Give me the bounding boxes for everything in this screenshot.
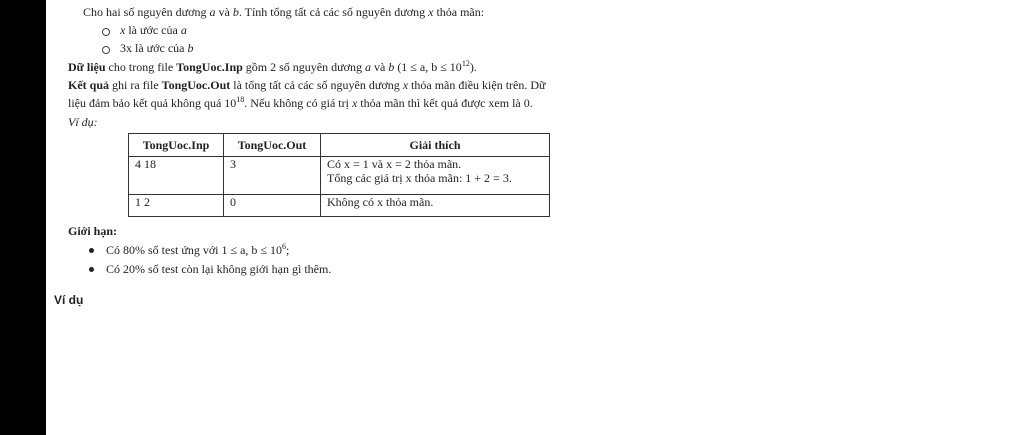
explain-line: Tổng các giá trị x thỏa mãn: 1 + 2 = 3. [327, 171, 512, 185]
limit-exp: 6 [282, 242, 287, 251]
output-line-1 [68, 77, 546, 93]
explain-line: Có x = 1 và x = 2 thỏa mãn. [327, 157, 462, 171]
output-file: TongUoc.Out [161, 78, 231, 92]
limit-end: ; [286, 243, 290, 257]
condition-text: là ước của [132, 41, 188, 55]
limit-item-2 [106, 261, 331, 277]
footer-heading: Ví dụ [54, 293, 84, 307]
table-cell-explain [321, 157, 550, 195]
var-x: x [351, 96, 358, 110]
input-constraint: (1 ≤ a, b ≤ 10 [394, 60, 462, 74]
problem-document [46, 0, 1024, 435]
condition-of: a [180, 23, 187, 37]
var-x: x [402, 78, 409, 92]
condition-var: 3x [120, 41, 132, 55]
table-cell-explain [321, 195, 550, 217]
bullet-dot-icon [89, 248, 94, 253]
table-row [129, 157, 550, 195]
output-text: . Nếu không có giá trị [244, 96, 352, 110]
output-exp: 18 [236, 95, 245, 104]
table-header: TongUoc.Out [224, 134, 321, 157]
table-cell-inp: 4 18 [129, 157, 224, 195]
table-header-row [129, 134, 550, 157]
condition-of: b [187, 41, 194, 55]
table-cell-inp: 1 2 [129, 195, 224, 217]
var-a: a [209, 5, 216, 19]
input-constraint-exp: 12 [461, 59, 470, 68]
input-label: Dữ liệu [68, 60, 106, 74]
output-text: liệu đảm bảo kết quả không quá 10 [68, 96, 237, 110]
explain-line: Không có x thỏa mãn. [327, 195, 434, 209]
intro-text: Cho hai số nguyên dương [83, 5, 210, 19]
limit-text: Có 20% số test còn lại không giới hạn gì thêm. [106, 262, 332, 276]
hollow-bullet-icon [102, 46, 110, 54]
output-text: là tổng tất cả các số nguyên dương [230, 78, 403, 92]
var-a: a [364, 60, 371, 74]
limits-title [68, 223, 117, 239]
output-line-2 [68, 95, 533, 111]
page-background [46, 0, 1024, 435]
input-line [68, 59, 477, 75]
input-text: gồm 2 số nguyên dương [242, 60, 365, 74]
var-b: b [388, 60, 395, 74]
table-header: Giải thích [321, 134, 550, 157]
output-text: thỏa mãn thì kết quả được xem là 0. [357, 96, 533, 110]
table-cell-out: 3 [224, 157, 321, 195]
table-row [129, 195, 550, 217]
example-table [128, 133, 550, 217]
condition-2 [120, 40, 194, 56]
var-b: b [232, 5, 239, 19]
example-label [68, 114, 98, 130]
intro-rest: . Tính tổng tất cả các số nguyên dương [238, 5, 429, 19]
input-constraint-end: ). [469, 60, 477, 74]
condition-1 [120, 22, 187, 38]
example-label-text: Ví dụ: [68, 115, 98, 129]
condition-var: x [120, 23, 126, 37]
input-and: và [370, 60, 389, 74]
output-text: ghi ra file [109, 78, 162, 92]
hollow-bullet-icon [102, 28, 110, 36]
input-file: TongUoc.Inp [176, 60, 243, 74]
intro-and: và [215, 5, 233, 19]
table-header: TongUoc.Inp [129, 134, 224, 157]
intro-end: thỏa mãn: [433, 5, 485, 19]
input-text: cho trong file [105, 60, 177, 74]
condition-text: là ước của [125, 23, 181, 37]
table-cell-out: 0 [224, 195, 321, 217]
limits-title-text: Giới hạn: [68, 224, 117, 238]
output-text: thỏa mãn điều kiện trên. Dữ [408, 78, 546, 92]
intro-line [83, 4, 484, 20]
limit-item-1 [106, 242, 289, 258]
limit-text: Có 80% số test ứng với 1 ≤ a, b ≤ 10 [106, 243, 283, 257]
output-label: Kết quả [68, 78, 110, 92]
var-x: x [428, 5, 434, 19]
bullet-dot-icon [89, 267, 94, 272]
